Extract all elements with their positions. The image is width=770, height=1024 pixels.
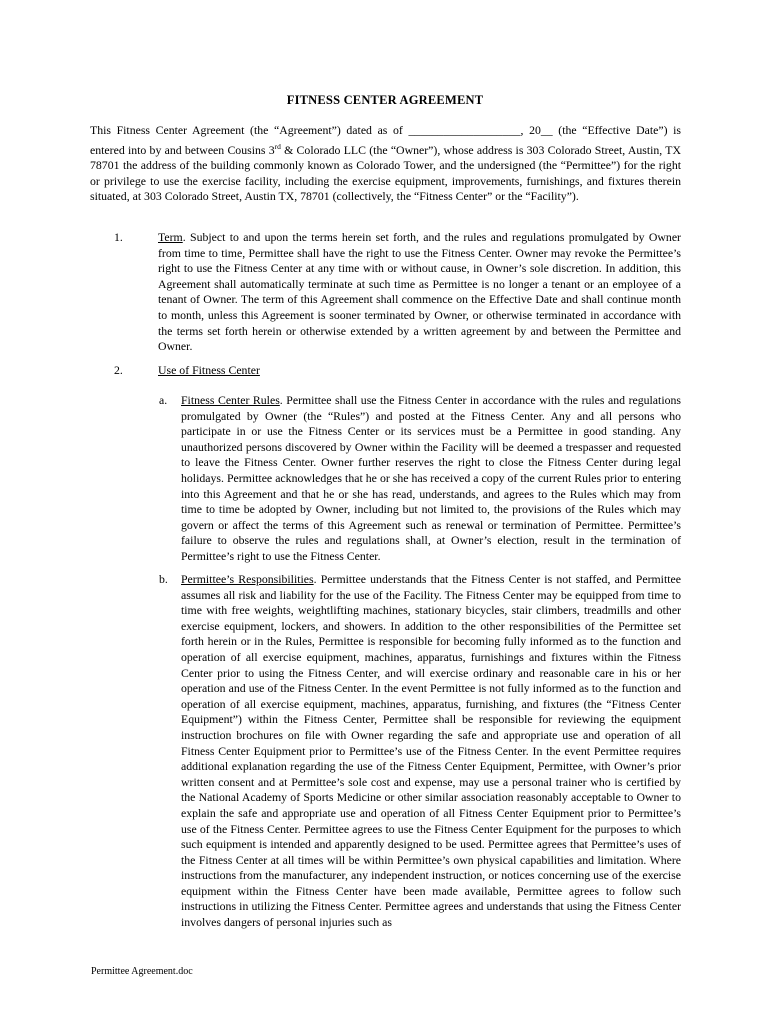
intro-text-start: This Fitness Center Agreement (the “Agreement”) dated as of ___________________, 20__ (the “Effective Date”) is entered into by and between Cousins 3	[90, 123, 681, 157]
subsection-a-heading: Fitness Center Rules	[181, 393, 280, 407]
section-2-heading: Use of Fitness Center	[158, 363, 260, 377]
section-2-number: 2.	[114, 363, 123, 377]
subsection-a-paragraph	[181, 393, 681, 565]
section-1-paragraph	[158, 230, 681, 355]
subsection-a-text: . Permittee shall use the Fitness Center in accordance with the rules and regulations promulgated by Owner (the “Rules”) and posted at the Fitness Center. Any and all persons who participate in or use the Fitness Center or its services must be a Permittee in good standing. Any unauthorized persons discovered by Owner within the Facility will be deemed a trespasser and requested to leave the Fitness Center. Owner further reserves the right to close the Fitness Center during legal holidays. Permittee acknowledges that he or she has received a copy of the current Rules prior to entering into this Agreement and that he or she has read, understands, and agrees to the Rules which may from time to time be adopted by Owner, including but not limited to, the provisions of the Rules which may govern or affect the terms of this Agreement such as renewal or termination of Permittee. Permittee’s failure to observe the rules and regulations shall, at Owner’s election, result in the termination of Permittee’s right to use the Fitness Center.	[181, 393, 681, 563]
page-footer: Permittee Agreement.doc	[91, 966, 193, 977]
subsection-b-label: b.	[159, 572, 168, 586]
intro-paragraph	[90, 123, 681, 205]
section-1-text: . Subject to and upon the terms herein set forth, and the rules and regulations promulgated by Owner from time to time, Permittee shall have the right to use the Fitness Center. Owner may revoke the Permittee’s right to use the Fitness Center at any time with or without cause, in Owner’s sole discretion. In addition, this Agreement shall automatically terminate at such time as Permittee is no longer a tenant or an employee of a tenant of Owner. The term of this Agreement shall commence on the Effective Date and shall continue month to month, unless this Agreement is sooner terminated by Owner, or otherwise terminated in accordance with the terms set forth herein or otherwise extended by a written agreement by and between the Permittee and Owner.	[158, 230, 681, 354]
document-title: FITNESS CENTER AGREEMENT	[286, 93, 484, 107]
subsection-b-paragraph	[181, 572, 681, 931]
subsection-a-label: a.	[159, 393, 168, 407]
subsection-b-heading: Permittee’s Responsibilities	[181, 572, 314, 586]
section-1-heading: Term	[158, 230, 183, 244]
intro-superscript: rd	[274, 141, 281, 151]
section-1-number: 1.	[114, 230, 123, 244]
subsection-b-text: . Permittee understands that the Fitness Center is not staffed, and Permittee assumes all risk and liability for the use of the Facility. The Fitness Center may be equipped from time to time with free weights, weightlifting machines, stationary bicycles, stair climbers, treadmills and other exercise equipment, lockers, and showers. In addition to the other responsibilities of the Permittee set forth herein or in the Rules, Permittee is responsible for becoming fully informed as to the function and operation of all exercise equipment, machines, apparatus, furnishings and fixtures within the Fitness Center prior to using the Fitness Center, and will exercise ordinary and reasonable care in his or her operation and use of the Fitness Center. In the event Permittee is not fully informed as to the function and operation of all exercise equipment, machines, apparatus, furnishing, and fixtures (the “Fitness Center Equipment”) within the Fitness Center, Permittee shall be responsible for reviewing the equipment instruction brochures on file with Owner regarding the safe and appropriate use and operation of all Fitness Center Equipment prior to Permittee’s use of the Fitness Center. In the event Permittee requires additional explanation regarding the use of the Fitness Center Equipment, Permittee, with Owner’s prior written consent and at Permittee’s sole cost and expense, may use a personal trainer who is certified by the National Academy of Sports Medicine or other similar association reasonably acceptable to Owner to explain the safe and appropriate use and operation of all Fitness Center Equipment prior to Permittee’s use of the Fitness Center. Permittee agrees to use the Fitness Center Equipment for the purposes to which such equipment is intended and apparently designed to be used. Permittee agrees that Permittee’s uses of the Fitness Center at all times will be within Permittee’s own physical capabilities and limitation. Where instructions from the manufacturer, any independent instruction, or notices concerning use of the exercise equipment within the Fitness Center have been made available, Permittee agrees to follow such instructions in utilizing the Fitness Center. Permittee agrees and understands that using the Fitness Center involves dangers of personal injuries such as	[181, 572, 681, 930]
intro-text-end: & Colorado LLC (the “Owner”), whose address is 303 Colorado Street, Austin, TX 78701 the address of the building commonly known as Colorado Tower, and the undersigned (the “Permittee”) for the right or privilege to use the exercise facility, including the exercise equipment, improvements, furnishings, and fixtures therein situated, at 303 Colorado Street, Austin TX, 78701 (collectively, the “Fitness Center” or the “Facility”).	[90, 142, 681, 204]
